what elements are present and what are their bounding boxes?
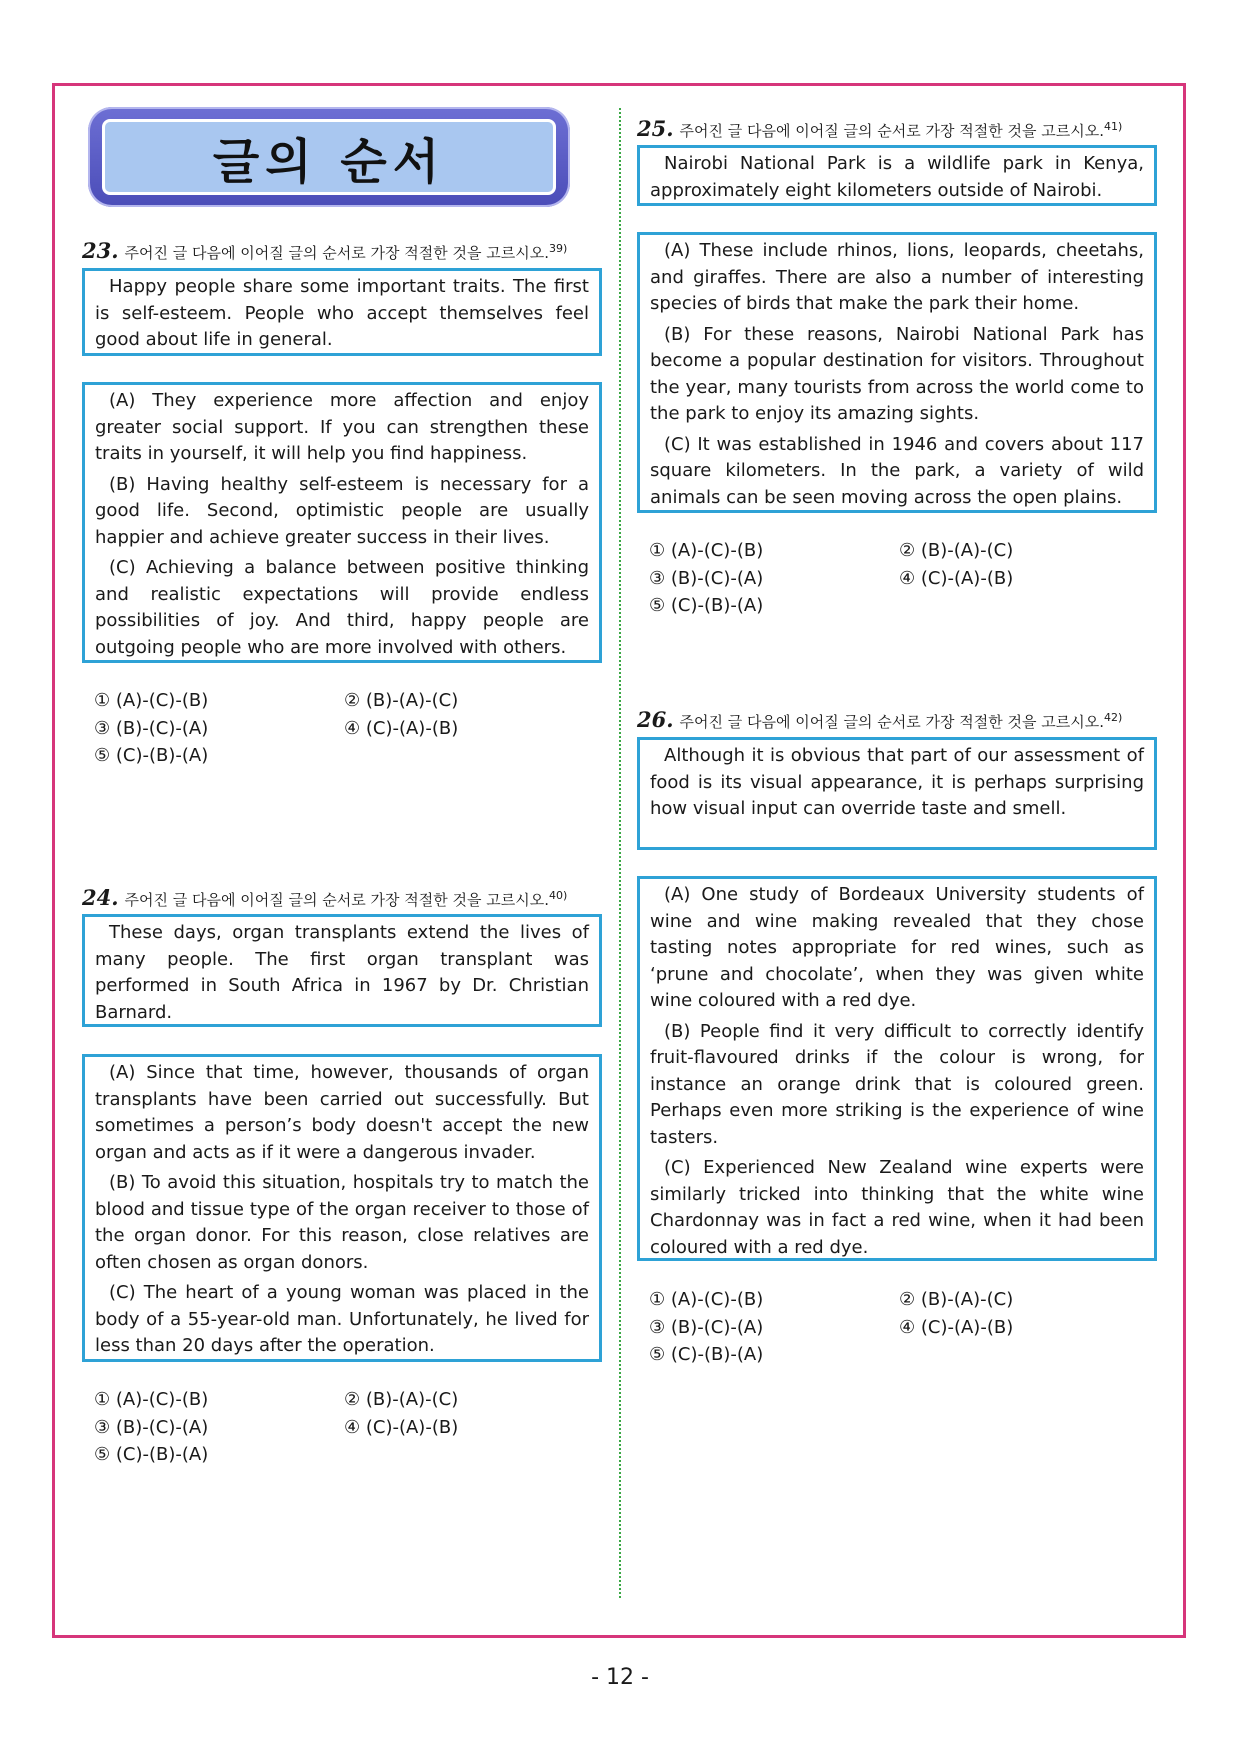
source-footnote: 42) [1103,711,1123,724]
question-number: 24. [82,885,119,910]
page-number: - 12 - [591,1665,649,1690]
given-text: These days, organ transplants extend the lives of many people. The first organ transplant was performed in South Africa in 1967 by Dr. Christian Barnard. [95,922,589,1023]
choice-3[interactable]: ③ (B)-(C)-(A) [649,1316,764,1338]
section-title-panel [102,119,556,195]
part-a: (A) One study of Bordeaux University students of wine and wine making revealed that they chose tasting notes appropriate for red wines, such as ‘prune and chocolate’, when they was given white wine coloured with a red dye. [650,884,1144,1011]
part-c: (C) Experienced New Zealand wine experts were similarly tricked into thinking that the white wine Chardonnay was in fact a red wine, when it had been coloured with a red dye. [650,1157,1144,1258]
question-instruction: 주어진 글 다음에 이어질 글의 순서로 가장 적절한 것을 고르시오. [679,122,1104,140]
given-text: Although it is obvious that part of our assessment of food is its visual appearance, it is perhaps surprising how visual input can override taste and smell. [650,745,1144,819]
choice-3[interactable]: ③ (B)-(C)-(A) [94,717,209,739]
choice-5[interactable]: ⑤ (C)-(B)-(A) [649,1344,764,1365]
question-instruction: 주어진 글 다음에 이어질 글의 순서로 가장 적절한 것을 고르시오. [679,713,1104,731]
part-c: (C) It was established in 1946 and covers about 117 square kilometers. In the park, a variety of wild animals can be seen moving across the open plains. [650,433,1144,508]
choice-4[interactable]: ④ (C)-(A)-(B) [344,1416,459,1438]
source-footnote: 40) [548,889,568,902]
choice-5[interactable]: ⑤ (C)-(B)-(A) [94,745,209,766]
answer-choices-25 [649,537,1149,620]
source-footnote: 41) [1103,120,1123,133]
choice-1[interactable]: ① (A)-(C)-(B) [649,540,764,561]
question-instruction: 주어진 글 다음에 이어질 글의 순서로 가장 적절한 것을 고르시오. [124,244,549,262]
part-b: (B) Having healthy self-esteem is necessary for a good life. Second, optimistic people are usually happier and achieve greater success in their lives. [95,473,589,548]
question-header-24 [82,885,567,910]
choice-4[interactable]: ④ (C)-(A)-(B) [344,717,459,739]
choice-2[interactable]: ② (B)-(A)-(C) [344,1389,459,1410]
part-a: (A) Since that time, however, thousands of organ transplants have been carried out successfully. But sometimes a person’s body doesn't accept the new organ and acts as if it were a dangerous invader. [95,1062,589,1163]
passage-parts-24 [82,1054,602,1362]
part-a: (A) These include rhinos, lions, leopards, cheetahs, and giraffes. There are also a number of interesting species of birds that make the park their home. [650,240,1144,314]
choice-4[interactable]: ④ (C)-(A)-(B) [899,567,1014,589]
part-b: (B) People find it very difficult to correctly identify fruit-flavoured drinks if the colour is wrong, for instance an orange drink that is coloured green. Perhaps even more striking is the experience of wine tasters. [650,1020,1144,1148]
given-passage-26 [637,737,1157,850]
choice-1[interactable]: ① (A)-(C)-(B) [649,1289,764,1310]
question-number: 25. [637,116,674,141]
choice-2[interactable]: ② (B)-(A)-(C) [899,540,1014,561]
given-passage-24 [82,914,602,1027]
question-instruction: 주어진 글 다음에 이어질 글의 순서로 가장 적절한 것을 고르시오. [124,891,549,909]
answer-choices-23 [94,687,594,770]
section-title: 글의 순서 [212,133,446,190]
question-number: 26. [637,707,674,732]
question-header-25 [637,116,1122,141]
given-passage-23 [82,268,602,356]
passage-parts-26 [637,876,1157,1261]
passage-parts-25 [637,232,1157,513]
part-c: (C) The heart of a young woman was placed in the body of a 55-year-old man. Unfortunately, he lived for less than 20 days after the operation. [95,1282,589,1356]
choice-3[interactable]: ③ (B)-(C)-(A) [94,1416,209,1438]
column-divider [619,108,621,1598]
choice-3[interactable]: ③ (B)-(C)-(A) [649,567,764,589]
question-header-23 [82,238,567,263]
section-title-badge [88,107,570,207]
given-passage-25 [637,145,1157,206]
question-header-26 [637,707,1122,732]
part-b: (B) To avoid this situation, hospitals try to match the blood and tissue type of the organ receiver to those of the organ donor. For this reason, close relatives are often chosen as organ donors. [95,1172,589,1273]
part-c: (C) Achieving a balance between positive thinking and realistic expectations will provide endless possibilities of joy. And third, happy people are outgoing people who are more involved with others. [95,557,589,658]
source-footnote: 39) [548,242,568,255]
answer-choices-26 [649,1286,1149,1369]
passage-parts-23 [82,382,602,663]
choice-1[interactable]: ① (A)-(C)-(B) [94,1389,209,1410]
given-text: Nairobi National Park is a wildlife park in Kenya, approximately eight kilometers outside of Nairobi. [650,153,1144,201]
choice-1[interactable]: ① (A)-(C)-(B) [94,690,209,711]
answer-choices-24 [94,1386,594,1469]
choice-5[interactable]: ⑤ (C)-(B)-(A) [649,595,764,616]
choice-2[interactable]: ② (B)-(A)-(C) [344,690,459,711]
part-a: (A) They experience more affection and enjoy greater social support. If you can strengthen these traits in yourself, it will help you find happiness. [95,390,589,464]
choice-5[interactable]: ⑤ (C)-(B)-(A) [94,1444,209,1465]
choice-2[interactable]: ② (B)-(A)-(C) [899,1289,1014,1310]
given-text: Happy people share some important traits. The first is self-esteem. People who accept themselves feel good about life in general. [95,276,589,350]
choice-4[interactable]: ④ (C)-(A)-(B) [899,1316,1014,1338]
part-b: (B) For these reasons, Nairobi National Park has become a popular destination for visitors. Throughout the year, many tourists from across the world come to the park to enjoy its amazing sights. [650,323,1144,424]
question-number: 23. [82,238,119,263]
